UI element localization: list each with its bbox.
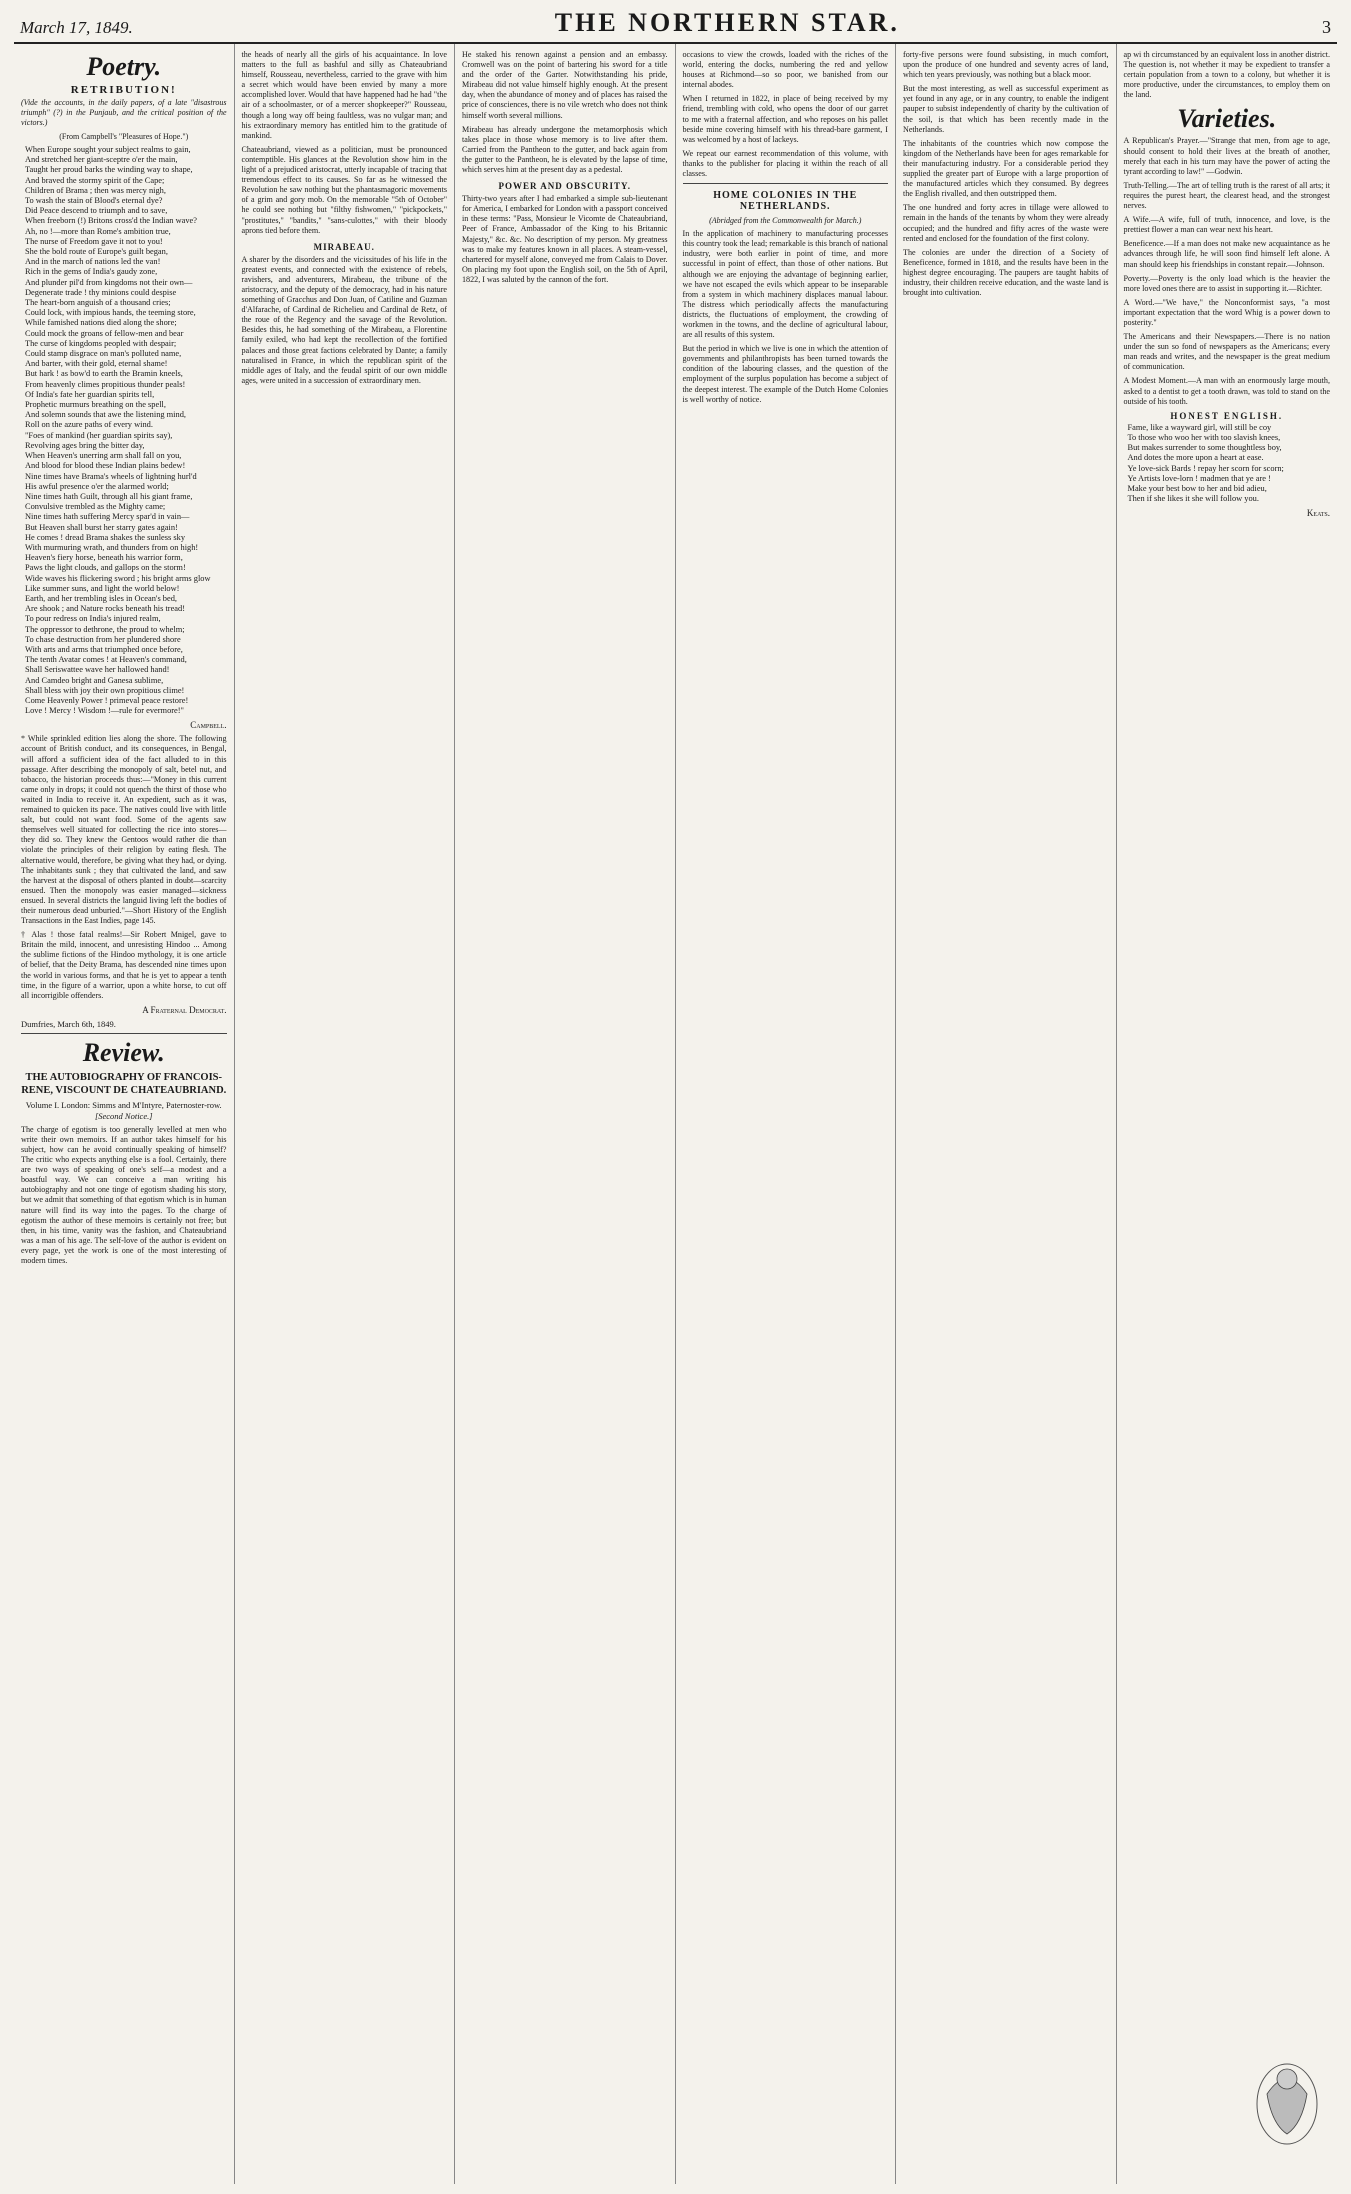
poem-line: Love ! Mercy ! Wisdom !—rule for evermore!"	[25, 706, 184, 716]
article-text: Chateaubriand, viewed as a politician, must be pronounced contemptible. His glances at the Revolution show him in the light of a prejudiced aristocrat, utterly incapable of tracing that tremendous effect to its causes. So far as he witnessed the Revolution he saw nothing but the phantasmagoric movements of a grim and gory mob. On the memorable "5th of October" he could see nothing but "filthy fishwomen," "pickpockets," "prostitutes," "bandits," "sans-culottes," with their bloody aprons tied before them.	[241, 144, 447, 235]
poem-line: Ye love-sick Bards ! repay her scorn for scorn;	[1127, 463, 1284, 473]
poem-intro: (Vide the accounts, in the daily papers, of a late "disastrous triumph" (?) in the Punjaub, and the critical position of the victors.)	[21, 98, 227, 127]
poem-line: While famished nations died along the shore;	[25, 318, 177, 328]
poem-line: But makes surrender to some thoughtless boy,	[1127, 443, 1282, 453]
poem-line: And barter, with their gold, eternal shame!	[25, 359, 168, 369]
poem-line: To those who woo her with too slavish knees,	[1127, 432, 1281, 442]
engraved-illustration	[1247, 2034, 1327, 2154]
poem-line: To wash the stain of Blood's eternal dye?	[25, 196, 163, 206]
newspaper-title: THE NORTHERN STAR.	[554, 8, 900, 37]
poem-line: From heavenly climes propitious thunder peals!	[25, 379, 186, 389]
column-2	[235, 44, 456, 2184]
poem-signature-2: Keats.	[1306, 508, 1330, 519]
poem-line: Are shook ; and Nature rocks beneath his tread!	[25, 604, 186, 614]
variety-item: A Wife.—A wife, full of truth, innocence, and love, is the prettiest flower a man can wear next his heart.	[1123, 215, 1330, 235]
poem-line: Could stamp disgrace on man's polluted name,	[25, 349, 182, 359]
poem-line: The heart-born anguish of a thousand cries;	[25, 298, 171, 308]
poem-line: Did Peace descend to triumph and to save,	[25, 206, 168, 216]
article-text: He staked his renown against a pension and an embassy. Cromwell was on the point of bartering his sword for a title and the order of the Garter. Notwithstanding his pride, Mirabeau did not value himself highly enough. At the present day, when the abundance of money and of places has raised the price of consciences, there is no vile wretch who does not think himself worth several millions.	[462, 50, 668, 120]
varieties-list	[1124, 136, 1331, 406]
poem-line: When Heaven's unerring arm shall fall on you,	[25, 451, 182, 461]
poem-footnote-2: † Alas ! those fatal realms!—Sir Robert Mnigel, gave to Britain the mild, innocent, and unresisting Hindoo ... Among the sublime fictions of the Hindoo mythology, it is one article of belief, that the Deity Brama, has descended nine times upon the world in various forms, and that he is yet to appear a tenth time, in the figure of a warrior, upon a white horse, to cut off all incorrigible offenders.	[21, 930, 227, 1000]
article-text: When I returned in 1822, in place of being received by my friend, trembling with cold, who opens the door of our garret to me with a fraternal affection, and who reposes on his pallet beside mine covering himself with his thread-bare garment, I was welcomed by a host of lackeys.	[682, 94, 888, 144]
column-6	[1117, 44, 1338, 2184]
poem-line: To chase destruction from her plundered shore	[25, 634, 181, 644]
variety-item: Truth-Telling.—The art of telling truth is the rarest of all arts; it requires the purest heart, the clearest head, and the strongest nerves.	[1123, 180, 1330, 211]
poem-line: Come Heavenly Power ! primeval peace restore!	[25, 695, 189, 705]
poem-line: Convulsive trembled as the Mighty came;	[25, 502, 166, 512]
poem-line: But hark ! as bow'd to earth the Bramin kneels,	[25, 369, 183, 379]
article-text: The one hundred and forty acres in tillage were allowed to remain in the hands of the tenants by whom they were already occupied; and the hundred and fifty acres of the waste were rented and enclosed for the foundation of the first colony.	[903, 203, 1109, 243]
article-text: ap wi th circumstanced by an equivalent loss in another district. The question is, not whether it may be expedient to transfer a certain population from a town to a colony, but whether it is more productive, under the circumstances, to employ them on the land.	[1123, 50, 1330, 100]
review-title: THE AUTOBIOGRAPHY OF FRANCOIS-RENE, VISCOUNT DE CHATEAUBRIAND.	[21, 1071, 227, 1096]
poem-line: Shall Seriswattee wave her hallowed hand!	[25, 665, 170, 675]
poem-line: Like summer suns, and light the world below!	[25, 583, 180, 593]
poem-line: Paws the light clouds, and gallops on the storm!	[25, 563, 186, 573]
poem-line: Rich in the gems of India's gaudy zone,	[25, 267, 158, 277]
poem-line: Make your best bow to her and bid adieu,	[1127, 483, 1267, 493]
poem-line: To pour redress on India's injured realm,	[25, 614, 161, 624]
section-heading-review: Review.	[82, 1037, 165, 1067]
article-text: Thirty-two years after I had embarked a simple sub-lieutenant for America, I embarked for London with a passport conceived in these terms: "Pass, Monsieur le Vicomte de Chateaubriand, Peer of France, Ambassador of the King to his Britannic Majesty," &c. &c. No description of my person. My greatness was to make my features known in all places. A steam-vessel, chartered for myself alone, conveyed me from Calais to Dover. On placing my foot upon the English soil, on the 5th of April, 1822, I was saluted by the cannon of the fort.	[462, 194, 668, 284]
poem-line: Taught her proud barks the winding way to shape,	[25, 165, 193, 175]
variety-item: Beneficence.—If a man does not make new acquaintance as he advances through life, he will soon find himself left alone. A man should keep his friendships in constant repair.—Johnson.	[1123, 239, 1330, 269]
poem-line: Shall bless with joy their own propitious clime!	[25, 685, 185, 695]
subheading-power-obscurity: POWER AND OBSCURITY.	[498, 181, 631, 192]
article-text: forty-five persons were found subsisting, in much comfort, upon the produce of one hundred and seventy acres of land, which ten years previously, was nothing but a black moor.	[903, 50, 1109, 80]
column-5	[896, 44, 1117, 2184]
poem-footnote: * While sprinkled edition lies along the shore. The following account of British conduct, and its consequences, in Bengal, will afford a sufficient idea of the fact alluded to in this passage. After describing the monopoly of salt, betel nut, and tobacco, the historian proceeds thus:—"Money in this current came only in drops; it could not quench the thirst of those who waited in India to receive it. An expedient, such as it was, remained to quicken its pace. The natives could live with little salt, but could not want food. Some of the agents saw themselves well situated for collecting the rice into stores—they did so. They knew the Gentoos would rather die than violate the principles of their religion by eating flesh. The alternative would, therefore, be giving what they had, or dying. The inhabitants sunk ; they that cultivated the land, and saw the harvest at the disposal of others planted in doubt—scarcity ensued. Then the monopoly was easier managed—sickness ensued. In several districts the languid living left the bodies of their numerous dead unburied."—Short History of the English Transactions in the East Indies, page 145.	[21, 734, 227, 926]
article-text: occasions to view the crowds, loaded with the riches of the world, entering the docks, numbering the red and yellow houses at Richmond—so so poor, we banished from our internal abodes.	[682, 50, 888, 90]
poem-line: The nurse of Freedom gave it not to you!	[25, 236, 163, 246]
poem-line: Prophetic murmurs breathing on the spell,	[25, 400, 166, 410]
poem-line: Ye Artists love-lorn ! madmen that ye are !	[1127, 473, 1271, 483]
column-1	[14, 44, 235, 2184]
poem-line: Could mock the groans of fellow-men and bear	[25, 328, 184, 338]
poem-line: And blood for blood these Indian plains bedew!	[25, 461, 186, 471]
poem-line: Heaven's fiery horse, beneath his warrior form,	[25, 553, 183, 563]
poem-line: Nine times hath Guilt, through all his giant frame,	[25, 491, 193, 501]
article-text: The inhabitants of the countries which now compose the kingdom of the Netherlands have been for ages remarkable for their manufacturing industry. For a considerable period they supplied the greater part of Europe with a large proportion of the manufactured articles which they consumed. By degrees the English rivalled, and then outstripped them.	[903, 138, 1109, 199]
poem-line: Revolving ages bring the bitter day,	[25, 440, 145, 450]
variety-item: A Modest Moment.—A man with an enormously large mouth, asked to a dentist to get a tooth drawn, was told to stand on the outside of his tooth.	[1123, 376, 1330, 406]
poem-line: Roll on the azure paths of every wind.	[25, 420, 153, 430]
section-heading-poetry: Poetry.	[86, 52, 162, 81]
poem-line: With murmuring wrath, and thunders from on high!	[25, 542, 199, 552]
poem-line: The oppressor to dethrone, the proud to whelm;	[25, 624, 185, 634]
poem-body	[21, 145, 227, 716]
article-text: We repeat our earnest recommendation of this volume, with thanks to the publisher for placing it within the reach of all classes.	[682, 148, 888, 179]
poem-line: Nine times have Brama's wheels of lightning hurl'd	[25, 471, 197, 481]
subheading-mirabeau: MIRABEAU.	[313, 241, 375, 252]
poem-line: And in the march of nations led the van!	[25, 257, 161, 267]
poem-line: Earth, and her trembling isles in Ocean's bed,	[25, 593, 177, 603]
article-source-note: (Abridged from the Commonwealth for March.)	[709, 216, 862, 226]
poem-line: And stretched her giant-sceptre o'er the main,	[25, 155, 178, 165]
variety-item: The Americans and their Newspapers.—There is no nation under the sun so fond of newspapers as the Americans; every man reads and writes, and the newspaper is the great medium of communication.	[1123, 332, 1330, 372]
poem-line: Nine times hath suffering Mercy spar'd in vain—	[25, 512, 190, 522]
article-text: Mirabeau has already undergone the metamorphosis which takes place in those whose memory is to live after them. Carried from the Pantheon to the gutter, and back again from the gutter to the Pantheon, he is elevated by the lapse of time, which serves him at the present day as a pedestal.	[462, 124, 668, 175]
poem-line: The curse of kingdoms peopled with despair;	[25, 338, 177, 348]
article-text: A sharer by the disorders and the vicissitudes of his life in the greatest events, and connected with the existence of rebels, ravishers, and adventurers, Mirabeau, the tribune of the aristocracy, and the deputy of the democracy, had in his nature something of Gracchus and Don Juan, of Catiline and Guzman d'Alfarache, of Cardinal de Richelieu and Cardinal de Retz, of the roue of the Regency and the savage of the Revolution. Besides this, he had something of the Mirabeau, a Florentine family exiled, who had kept the recollection of the fortified palaces and those great factions celebrated by Dante; a family naturalised in France, in which the republican spirit of the middle ages of Italy, and the feudal spirit of our own middle ages, were united in a succession of extraordinary men.	[241, 254, 447, 385]
poem-line: And braved the stormy spirit of the Cape;	[25, 175, 165, 185]
article-text: But the most interesting, as well as successful experiment as yet found in any age, or in any country, to enable the indigent pauper to subsist independently of charity by the cultivation of the soil, is that which has been recently made in the Netherlands.	[903, 84, 1109, 134]
columns	[14, 44, 1337, 2184]
poem-line: Wide waves his flickering sword ; his bright arms glow	[25, 573, 211, 583]
article-text: The colonies are under the direction of a Society of Beneficence, formed in 1818, and the results have been in the highest degree encouraging. The paupers are taught habits of industry, their children receive education, and the waste land is brought into cultivation.	[903, 247, 1109, 298]
poem-line: Children of Brama ; then was mercy nigh,	[25, 185, 166, 195]
poem-line: She the bold route of Europe's guilt began,	[25, 247, 168, 257]
poem-line: His awful presence o'er the alarmed world;	[25, 481, 169, 491]
poem-line: Ah, no !—more than Rome's ambition true,	[25, 226, 171, 236]
poem-line: And plunder pil'd from kingdoms not their own—	[25, 277, 193, 287]
column-3	[455, 44, 676, 2184]
section-heading-varieties: Varieties.	[1177, 104, 1277, 134]
poem-line: And solemn sounds that awe the listening mind,	[25, 410, 186, 420]
poem-title: RETRIBUTION!	[70, 84, 177, 96]
poem-line: When Europe sought your subject realms to gain,	[25, 145, 191, 154]
poem-line: With arts and arms that triumphed once before,	[25, 644, 183, 654]
review-notice: [Second Notice.]	[94, 1110, 153, 1121]
correspondent-signature: A Fraternal Democrat.	[142, 1004, 227, 1015]
poem-line: "Foes of mankind (her guardian spirits say),	[25, 430, 173, 440]
poem-title-2: HONEST ENGLISH.	[1170, 410, 1284, 421]
poem-line: But Heaven shall burst her starry gates again!	[25, 522, 178, 532]
masthead	[14, 10, 1337, 44]
poem-line: He comes ! dread Brama shakes the sunless sky	[25, 532, 186, 542]
poem-line: Of India's fate her guardian spirits tell,	[25, 389, 155, 399]
poem-line: And Camdeo bright and Ganesa sublime,	[25, 675, 164, 685]
poem-line: Degenerate trade ! thy minions could despise	[25, 287, 177, 297]
page-number: 3	[1321, 17, 1331, 37]
review-text: The charge of egotism is too generally levelled at men who write their own memoirs. If an author takes himself for his subject, how can he avoid continually speaking of himself? The critic who expects anything else is a fool. Certainly, there are two ways of speaking of one's self—a modest and a boastful way. We can conceive a man writing his autobiography and not one tinge of egotism shading his story, but we admit that something of that egotism which is in human nature will find its way into the pages. To the charge of egotism the author of these memoirs is certainly not free; but then, in his time, vanity was the fashion, and Chateaubriand was a man of his age. The self-love of the author is evident on every page, yet the work is one of the most interesting of modern times.	[21, 1124, 227, 1266]
poem-line: The tenth Avatar comes ! at Heaven's command,	[25, 655, 187, 665]
poem-body-2	[1124, 423, 1331, 505]
poem-signature: Campbell.	[190, 720, 227, 731]
poem-line: Could lock, with impious hands, the teeming store,	[25, 308, 196, 318]
poem-line: Fame, like a wayward girl, will still be coy	[1127, 422, 1272, 432]
poem-epigraph: (From Campbell's "Pleasures of Hope.")	[59, 132, 189, 141]
poem-line: And dotes the more upon a heart at ease.	[1127, 453, 1264, 463]
variety-item: A Word.—"We have," the Nonconformist says, "a most important expectation that the word Whig is a power down to posterity."	[1123, 297, 1330, 327]
column-4	[676, 44, 897, 2184]
subheading-home-colonies: HOME COLONIES IN THE NETHERLANDS.	[713, 190, 858, 213]
variety-item: Poverty.—Poverty is the only load which is the heavier the more loved ones there are to assist in supporting it.—Richter.	[1123, 273, 1330, 293]
correspondent-dateline: Dumfries, March 6th, 1849.	[21, 1018, 116, 1029]
article-text: the heads of nearly all the girls of his acquaintance. In love matters to the full as bashful and silly as Chateaubriand himself, Rousseau, nevertheless, carried to the grave with him a secret which would have been envied by many a more accomplished lover. Would that have happened had he had "the air of a schoolmaster, or of a mercer shopkeeper?" Rousseau, though a long way off being faultless, was no vulgar man; and his extraordinary memory has entitled him to the gratitude of mankind.	[241, 50, 447, 140]
poem-line: Then if she likes it she will follow you.	[1127, 494, 1259, 504]
article-text: In the application of machinery to manufacturing processes this country took the lead; remarkable is this branch of national industry, were both earlier in point of time, and more successful in point of effect, than those of other nations. But although we are enjoying the advantage of beginning earlier, we have not escaped the evils which appear to be inseparable from a system in which machinery displaces manual labour. The distress which periodically affects the manufacturing districts, the fluctuations of employment, the crowding of workmen in the towns, and the decline of agricultural labour, are all results of this system.	[682, 229, 888, 340]
review-publisher: Volume I. London: Simms and M'Intyre, Paternoster-row.	[25, 1099, 222, 1110]
poem-line: When freeborn (!) Britons cross'd the Indian wave?	[25, 216, 197, 226]
article-text: But the period in which we live is one in which the attention of governments and philanthropists has been turned towards the condition of the labouring classes, and the question of the employment of the surplus population has become a subject of the deepest interest. The example of the Dutch Home Colonies is well worthy of notice.	[682, 344, 888, 404]
issue-date: March 17, 1849.	[20, 18, 133, 37]
variety-item: A Republican's Prayer.—"Strange that men, from age to age, should consent to hold their lives at the breath of another, merely that each in his turn may have the power of acting the tyrant according to law!" —Godwin.	[1123, 136, 1330, 176]
